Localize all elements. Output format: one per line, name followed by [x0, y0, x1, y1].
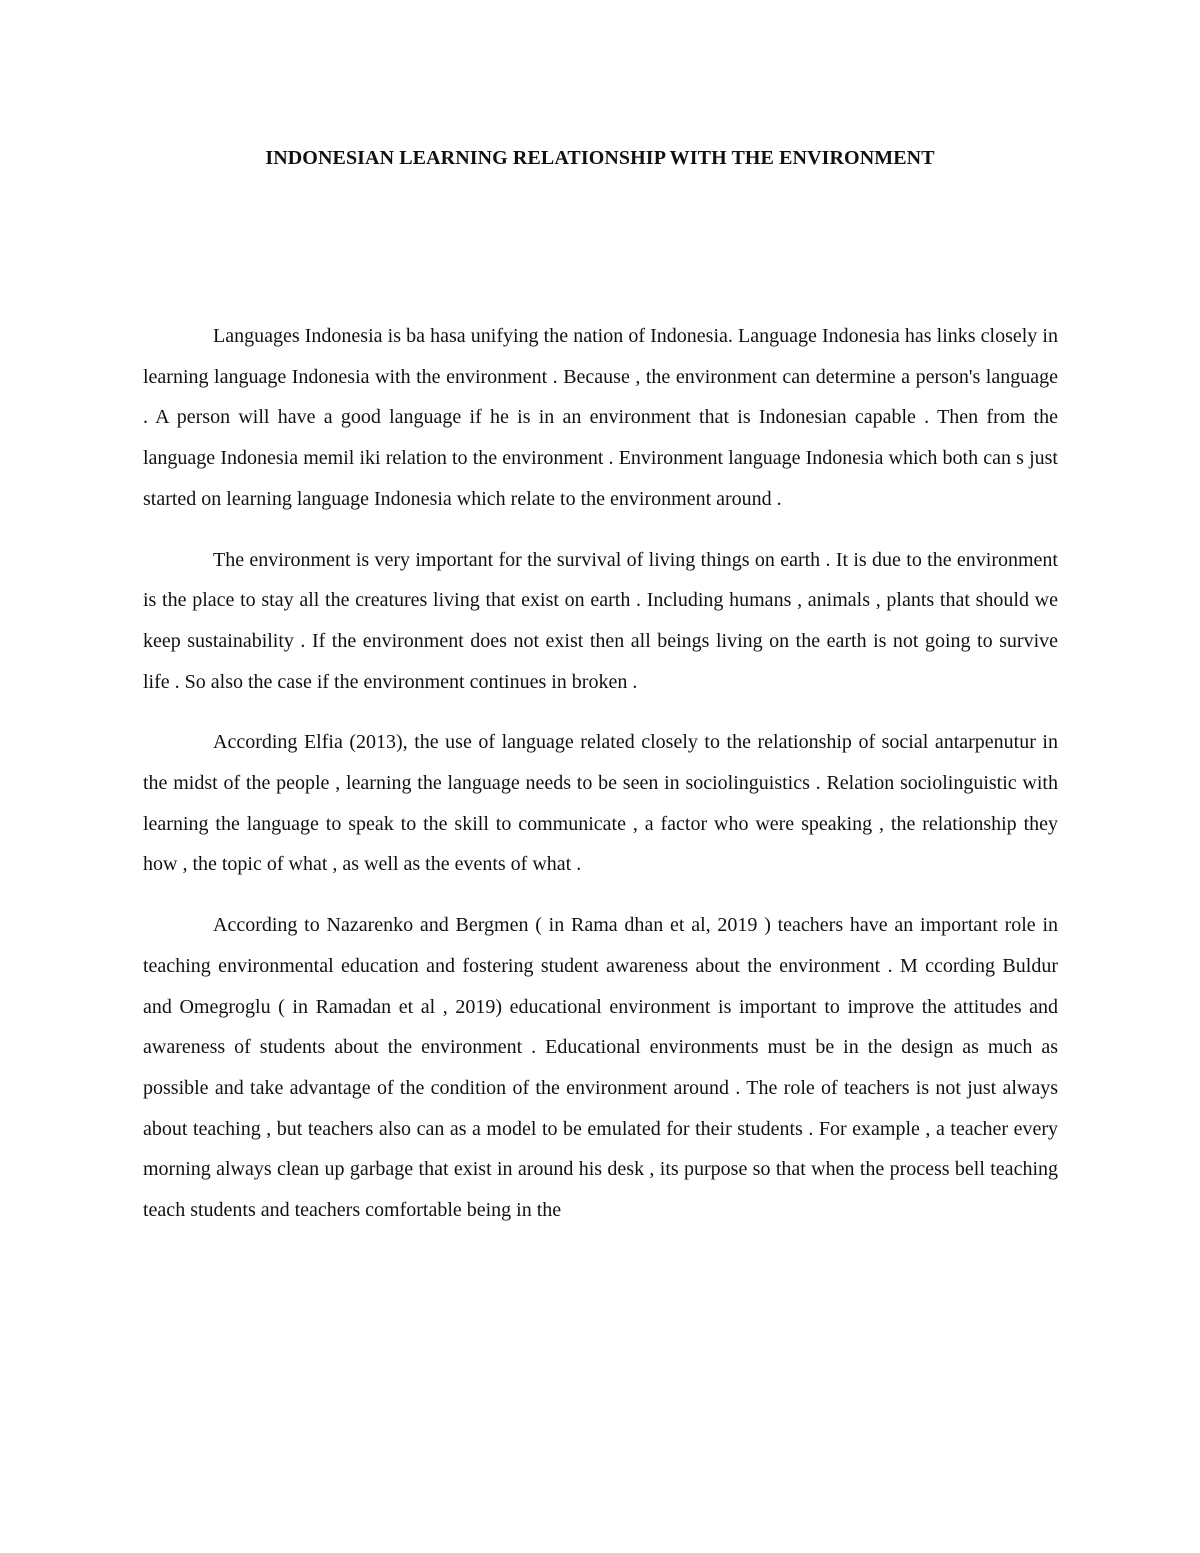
paragraph-4: According to Nazarenko and Bergmen ( in Rama dhan et al, 2019 ) teachers have an important role in teaching environmental education and fostering student awareness about the environment . M ccording Buldur and Omegroglu ( in Ramadan et al , 2019) educational environment is important to improve the attitudes and awareness of students about the environment . Educational environments must be in the design as much as possible and take advantage of the condition of the environment around . The role of teachers is not just always about teaching , but teachers also can as a model to be emulated for their students . For example , a teacher every morning always clean up garbage that exist in around his desk , its purpose so that when the process bell teaching teach students and teachers comfortable being in the	[143, 914, 1058, 1222]
document-body	[143, 316, 1058, 1251]
paragraph-2: The environment is very important for the survival of living things on earth . It is due to the environment is the place to stay all the creatures living that exist on earth . Including humans , animals , plants that should we keep sustainability . If the environment does not exist then all beings living on the earth is not going to survive life . So also the case if the environment continues in broken .	[143, 548, 1058, 693]
paragraph-3: According Elfia (2013), the use of language related closely to the relationship of social antarpenutur in the midst of the people , learning the language needs to be seen in sociolinguistics . Relation sociolinguistic with learning the language to speak to the skill to communicate , a factor who were speaking , the relationship they how , the topic of what , as well as the events of what .	[143, 731, 1058, 876]
document-title: INDONESIAN LEARNING RELATIONSHIP WITH THE ENVIRONMENT	[265, 147, 935, 169]
paragraph-1: Languages Indonesia is ba hasa unifying the nation of Indonesia. Language Indonesia has links closely in learning language Indonesia with the environment . Because , the environment can determine a person's language . A person will have a good language if he is in an environment that is Indonesian capable . Then from the language Indonesia memil iki relation to the environment . Environment language Indonesia which both can s just started on learning language Indonesia which relate to the environment around .	[143, 325, 1058, 510]
